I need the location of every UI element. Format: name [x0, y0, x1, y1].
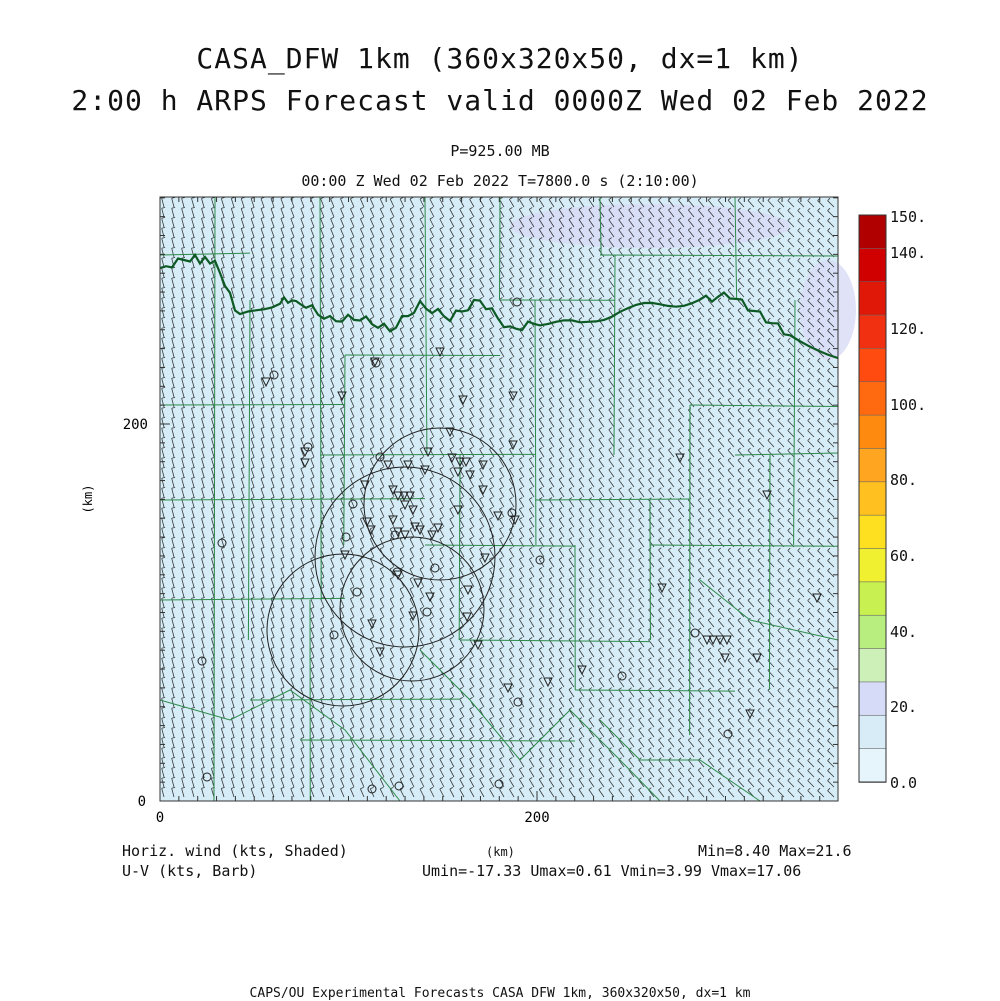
- colorbar-segment: [859, 749, 886, 783]
- colorbar-segment: [859, 682, 886, 716]
- colorbar-label: 140.: [890, 244, 926, 262]
- x-axis-label: (km): [486, 845, 515, 859]
- colorbar-segment: [859, 649, 886, 683]
- colorbar-label: 150.: [890, 208, 926, 226]
- colorbar-segment: [859, 448, 886, 482]
- x-tick-0: 0: [156, 810, 164, 826]
- colorbar-label: 40.: [890, 623, 917, 641]
- colorbar-segment: [859, 615, 886, 649]
- colorbar-segment: [859, 248, 886, 282]
- colorbar-label: 60.: [890, 547, 917, 565]
- colorbar-segment: [859, 549, 886, 583]
- shade-legend-label: Horiz. wind (kts, Shaded): [122, 842, 348, 860]
- colorbar-segment: [859, 315, 886, 349]
- footer-credit: CAPS/OU Experimental Forecasts CASA DFW 1km, 360x320x50, dx=1 km: [0, 986, 1000, 1001]
- title-line-1: CASA_DFW 1km (360x320x50, dx=1 km): [0, 42, 1000, 75]
- x-tick-200: 200: [524, 810, 549, 826]
- colorbar-label: 20.: [890, 698, 917, 716]
- colorbar-segment: [859, 515, 886, 549]
- county-line: [769, 455, 770, 690]
- colorbar-segment: [859, 415, 886, 449]
- valid-time-info: 00:00 Z Wed 02 Feb 2022 T=7800.0 s (2:10:00): [0, 172, 1000, 190]
- colorbar-labels: [890, 208, 926, 792]
- title-line-2: 2:00 h ARPS Forecast valid 0000Z Wed 02 Feb 2022: [0, 84, 1000, 117]
- barb-legend-label: U-V (kts, Barb): [122, 862, 257, 880]
- y-axis-label: (km): [81, 485, 95, 514]
- county-line: [160, 404, 345, 405]
- colorbar-label: 100.: [890, 396, 926, 414]
- colorbar-segment: [859, 582, 886, 616]
- colorbar-segment: [859, 715, 886, 749]
- uv-range-values: Umin=-17.33 Umax=0.61 Vmin=3.99 Vmax=17.06: [422, 862, 801, 880]
- colorbar: [859, 215, 886, 783]
- colorbar-label: 120.: [890, 320, 926, 338]
- colorbar-segment: [859, 382, 886, 416]
- min-max-values: Min=8.40 Max=21.6: [698, 842, 852, 860]
- colorbar-segment: [859, 215, 886, 249]
- colorbar-segment: [859, 348, 886, 382]
- y-tick-0: 0: [138, 794, 146, 810]
- county-line: [499, 197, 500, 300]
- y-tick-200: 200: [123, 417, 148, 433]
- colorbar-label: 80.: [890, 471, 917, 489]
- colorbar-segment: [859, 482, 886, 516]
- colorbar-segment: [859, 282, 886, 316]
- pressure-level: P=925.00 MB: [0, 142, 1000, 160]
- colorbar-label: 0.0: [890, 774, 917, 792]
